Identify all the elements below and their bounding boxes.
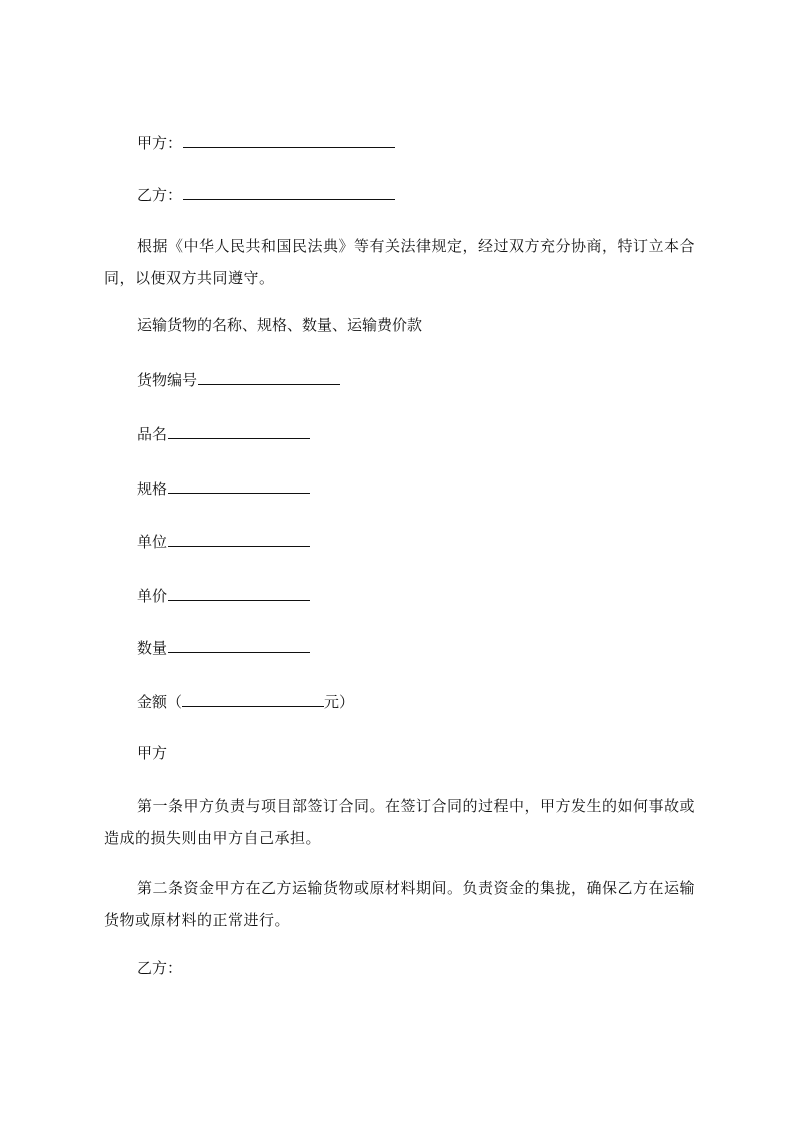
field-product-name-label: 品名 [137,425,168,443]
field-unit-price [137,584,310,606]
field-spec-blank [168,477,310,494]
field-cargo-no [137,368,340,390]
field-spec [137,477,310,499]
party-b-blank [183,183,395,200]
field-unit [137,530,310,552]
party-a-section-heading: 甲方 [137,744,168,762]
field-amount-suffix: 元） [324,693,355,711]
field-product-name-blank [168,422,310,439]
party-a-label: 甲方： [137,134,183,152]
field-cargo-no-blank [198,368,340,385]
field-unit-label: 单位 [137,533,168,551]
field-quantity-label: 数量 [137,639,168,657]
field-quantity-blank [168,636,310,653]
party-a-blank [183,131,395,148]
intro-paragraph: 根据《中华人民共和国民法典》等有关法律规定，经过双方充分协商，特订立本合同，以便双方共同遵守。 [104,237,696,287]
clause-1-paragraph: 第一条甲方负责与项目部签订合同。在签订合同的过程中，甲方发生的如何事故或造成的损失则由甲方自己承担。 [104,797,696,847]
field-cargo-no-label: 货物编号 [137,371,198,389]
party-b-label: 乙方： [137,186,183,204]
field-unit-price-label: 单价 [137,587,168,605]
clause-2-paragraph: 第二条资金甲方在乙方运输货物或原材料期间。负责资金的集拢，确保乙方在运输货物或原材料的正常进行。 [104,879,696,929]
field-amount-label: 金额（ [137,693,183,711]
field-unit-blank [168,530,310,547]
field-spec-label: 规格 [137,480,168,498]
field-amount [137,690,354,712]
section-heading: 运输货物的名称、规格、数量、运输费价款 [137,316,423,334]
party-b-section-heading: 乙方： [137,959,183,977]
field-amount-blank [182,690,324,707]
field-product-name [137,422,310,444]
field-quantity [137,636,310,658]
party-a-line [137,131,395,153]
party-b-line [137,183,395,205]
field-unit-price-blank [168,584,310,601]
